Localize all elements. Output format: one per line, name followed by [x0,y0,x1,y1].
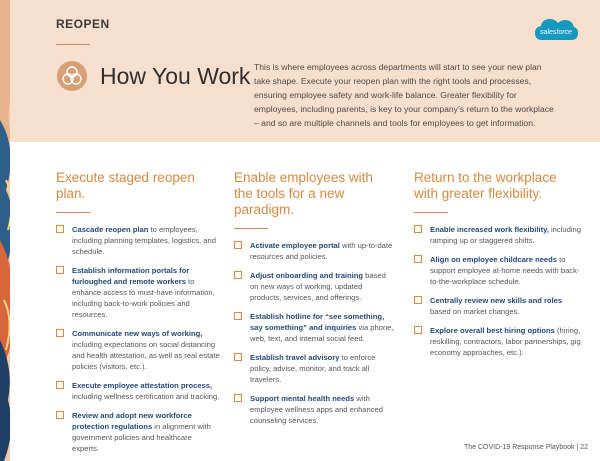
item-text: via phone, web, text, and internal social feed. [250,323,394,343]
section-label: REOPEN [56,17,110,31]
item-bold-text: Align on employee childcare needs [430,255,558,264]
item-bold-text: Establish information portals for furloughed and remote workers [72,266,190,286]
item-bold-text: Support mental health needs [250,394,355,403]
checklist-item [56,224,220,257]
column-heading: Enable employees with the tools for a new paradigm. [234,170,373,217]
salesforce-logo [533,14,579,46]
checklist-item [234,240,394,262]
column-rule [414,212,448,213]
column-staged-reopen [56,170,220,461]
item-text: to enforce policy, advise, monitor, and track all travelers. [250,353,376,384]
checkbox-icon[interactable] [414,255,422,263]
checkbox-icon[interactable] [414,326,422,334]
column-rule [56,212,90,213]
item-text: to enhance access to must-have information, including back-to-work policies and resources. [72,277,215,319]
checklist-item [56,265,220,320]
column-heading: Return to the workplace with greater flexibility. [414,170,557,201]
item-bold-text: Establish hotline for “see something, say something” and inquiries [250,312,385,332]
checklist-item [234,352,394,385]
item-bold-text: Activate employee portal [250,241,340,250]
page-title: How You Work [100,63,251,89]
column-enable-employees [234,170,394,434]
item-bold-text: Establish travel advisory [250,353,340,362]
reopen-emblem-icon [56,60,88,92]
item-text: to support employee at-home needs with back-to-the-workplace schedule. [430,255,580,286]
checkbox-icon[interactable] [56,381,64,389]
checkbox-icon[interactable] [234,271,242,279]
checkbox-icon[interactable] [56,329,64,337]
item-text: including expectations on social distancing and health attestation, as well as real estate policies (visitors, etc.). [72,340,220,371]
checklist-item [234,311,394,344]
brand-wordmark: salesforce [540,29,572,36]
item-text: to employees, including planning templates, logistics, and schedule. [72,225,216,256]
item-text: based on new ways of working, updated products, services, and offerings. [250,271,386,302]
item-bold-text: Explore overall best hiring options [430,326,555,335]
section-rule [56,44,90,45]
checkbox-icon[interactable] [56,411,64,419]
item-text: (hiring, reskilling, contractors, labor partnerships, gig economy approaches, etc.). [430,326,581,357]
checkbox-icon[interactable] [56,225,64,233]
checklist-item [414,295,582,317]
item-text: with up-to-date resources and policies. [250,241,393,261]
checklist-item [56,380,220,402]
checkbox-icon[interactable] [414,225,422,233]
checklist-item [234,393,394,426]
checklist-item [56,410,220,454]
item-bold-text: Cascade reopen plan [72,225,149,234]
intro-paragraph: This is where employees across departments will start to see your new plan take shape. Execute your reopen plan with the right tools and processes, ensuring employee safety and work-life balance. Greater flexibility for employees, including parents, is key to your company’s return to the workplace – and so are multiple channels and tools for employees to get information. [254,62,554,128]
item-text: in alignment with government policies and healthcare experts. [72,422,211,453]
item-text: including ramping up or staggered shifts. [430,225,581,245]
checklist-item [414,254,582,287]
checklist-item [414,224,582,246]
checkbox-icon[interactable] [56,266,64,274]
item-text: with employee wellness apps and enhanced counseling services. [250,394,383,425]
item-bold-text: Communicate new ways of working, [72,329,203,338]
checklist-item [56,328,220,372]
checkbox-icon[interactable] [234,394,242,402]
checkbox-icon[interactable] [234,312,242,320]
column-heading: Execute staged reopen plan. [56,170,195,201]
item-text: based on market changes. [430,307,520,316]
checklist-item [234,270,394,303]
item-bold-text: Adjust onboarding and training [250,271,364,280]
item-bold-text: Centrally review new skills and roles [430,296,563,305]
item-bold-text: Execute employee attestation process, [72,381,213,390]
checkbox-icon[interactable] [234,353,242,361]
item-bold-text: Enable increased work flexibility, [430,225,549,234]
column-return-workplace [414,170,582,366]
item-text: including wellness certification and tracking. [72,392,220,401]
column-rule [234,228,268,229]
checklist-item [414,325,582,358]
item-bold-text: Review and adopt new workforce protection regulations [72,411,192,431]
page-footer: The COVID-19 Response Playbook | 22 [464,444,588,451]
checkbox-icon[interactable] [234,241,242,249]
checkbox-icon[interactable] [414,296,422,304]
